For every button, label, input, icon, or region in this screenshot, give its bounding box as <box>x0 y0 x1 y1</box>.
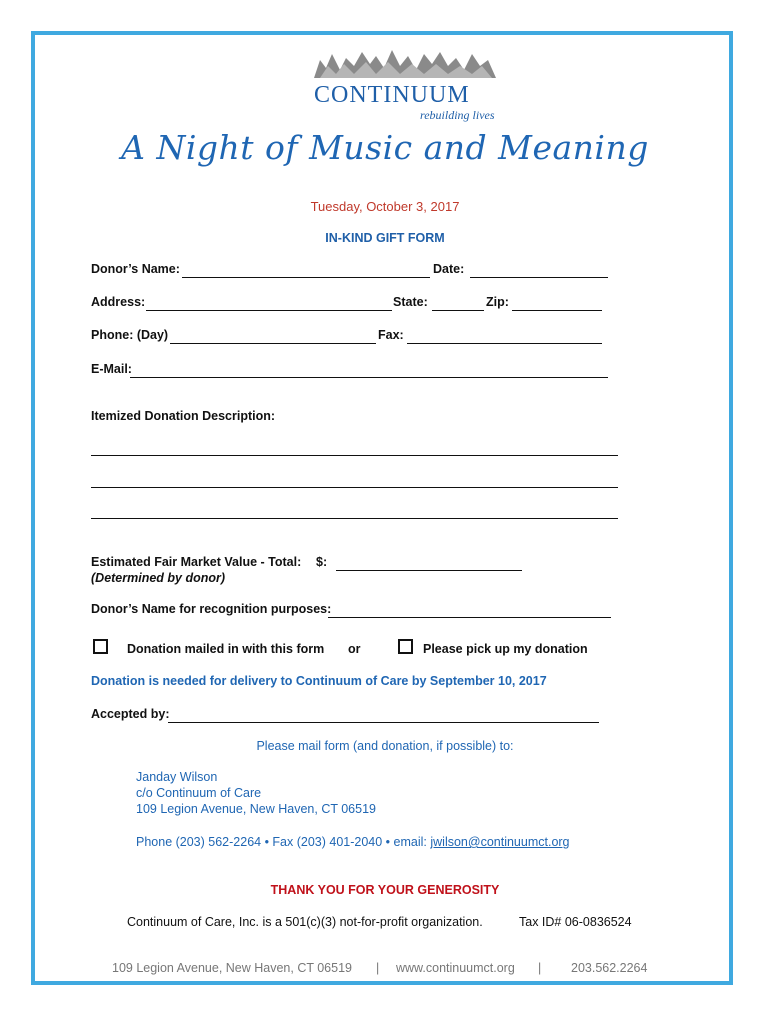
fax-label: Fax: <box>378 328 404 342</box>
address-label: Address: <box>91 295 146 309</box>
pickup-option-label: Please pick up my donation <box>423 642 588 656</box>
delivery-note: Donation is needed for delivery to Continuum of Care by September 10, 2017 <box>91 674 547 688</box>
fmv-currency: $: <box>316 555 328 569</box>
footer-phone: 203.562.2264 <box>571 961 648 975</box>
continuum-logo <box>300 42 510 134</box>
donor-name-field[interactable] <box>182 277 430 278</box>
itemized-line-2[interactable] <box>91 487 618 488</box>
recognition-label: Donor’s Name for recognition purposes: <box>91 602 332 616</box>
itemized-label: Itemized Donation Description: <box>91 409 276 423</box>
accepted-field[interactable] <box>168 722 599 723</box>
mailing-intro: Please mail form (and donation, if possible) to: <box>256 739 514 753</box>
recognition-field[interactable] <box>328 617 611 618</box>
event-date: Tuesday, October 3, 2017 <box>310 199 460 214</box>
zip-label: Zip: <box>486 295 509 309</box>
itemized-line-3[interactable] <box>91 518 618 519</box>
contact-text: Phone (203) 562-2264 • Fax (203) 401-2040 • email: <box>136 835 427 849</box>
footer-address: 109 Legion Avenue, New Haven, CT 06519 <box>112 961 352 975</box>
mailed-checkbox[interactable] <box>93 639 108 654</box>
phone-field[interactable] <box>170 343 376 344</box>
mountains-icon <box>310 44 500 84</box>
date-field[interactable] <box>470 277 608 278</box>
date-label: Date: <box>433 262 465 276</box>
thank-you-banner: THANK YOU FOR YOUR GENEROSITY <box>270 883 500 897</box>
or-label: or <box>348 642 361 656</box>
email-field[interactable] <box>130 377 608 378</box>
email-link[interactable]: jwilson@continuumct.org <box>430 835 570 849</box>
fmv-label: Estimated Fair Market Value - Total: <box>91 555 302 569</box>
mailing-street: 109 Legion Avenue, New Haven, CT 06519 <box>136 802 376 816</box>
state-label: State: <box>393 295 428 309</box>
state-field[interactable] <box>432 310 484 311</box>
email-label: E-Mail: <box>91 362 132 376</box>
mailed-option-label: Donation mailed in with this form <box>127 642 325 656</box>
zip-field[interactable] <box>512 310 602 311</box>
event-title: A Night of Music and Meaning <box>121 128 649 167</box>
logo-wordmark: CONTINUUM <box>314 82 470 108</box>
footer-website[interactable]: www.continuumct.org <box>396 961 515 975</box>
itemized-line-1[interactable] <box>91 455 618 456</box>
form-title: IN-KIND GIFT FORM <box>325 231 445 245</box>
address-field[interactable] <box>146 310 392 311</box>
mailing-contact <box>136 835 570 849</box>
tax-id: Tax ID# 06-0836524 <box>519 915 632 929</box>
nonprofit-statement: Continuum of Care, Inc. is a 501(c)(3) not-for-profit organization. <box>127 915 483 929</box>
mailing-org: c/o Continuum of Care <box>136 786 262 800</box>
logo-tagline: rebuilding lives <box>420 108 495 122</box>
mailing-name: Janday Wilson <box>136 770 218 784</box>
phone-label: Phone: (Day) <box>91 328 169 342</box>
fmv-note: (Determined by donor) <box>91 571 226 585</box>
fmv-field[interactable] <box>336 570 522 571</box>
pickup-checkbox[interactable] <box>398 639 413 654</box>
fax-field[interactable] <box>407 343 602 344</box>
footer-sep-1: | <box>376 961 380 975</box>
accepted-label: Accepted by: <box>91 707 170 721</box>
donor-name-label: Donor’s Name: <box>91 262 180 276</box>
footer-sep-2: | <box>538 961 542 975</box>
